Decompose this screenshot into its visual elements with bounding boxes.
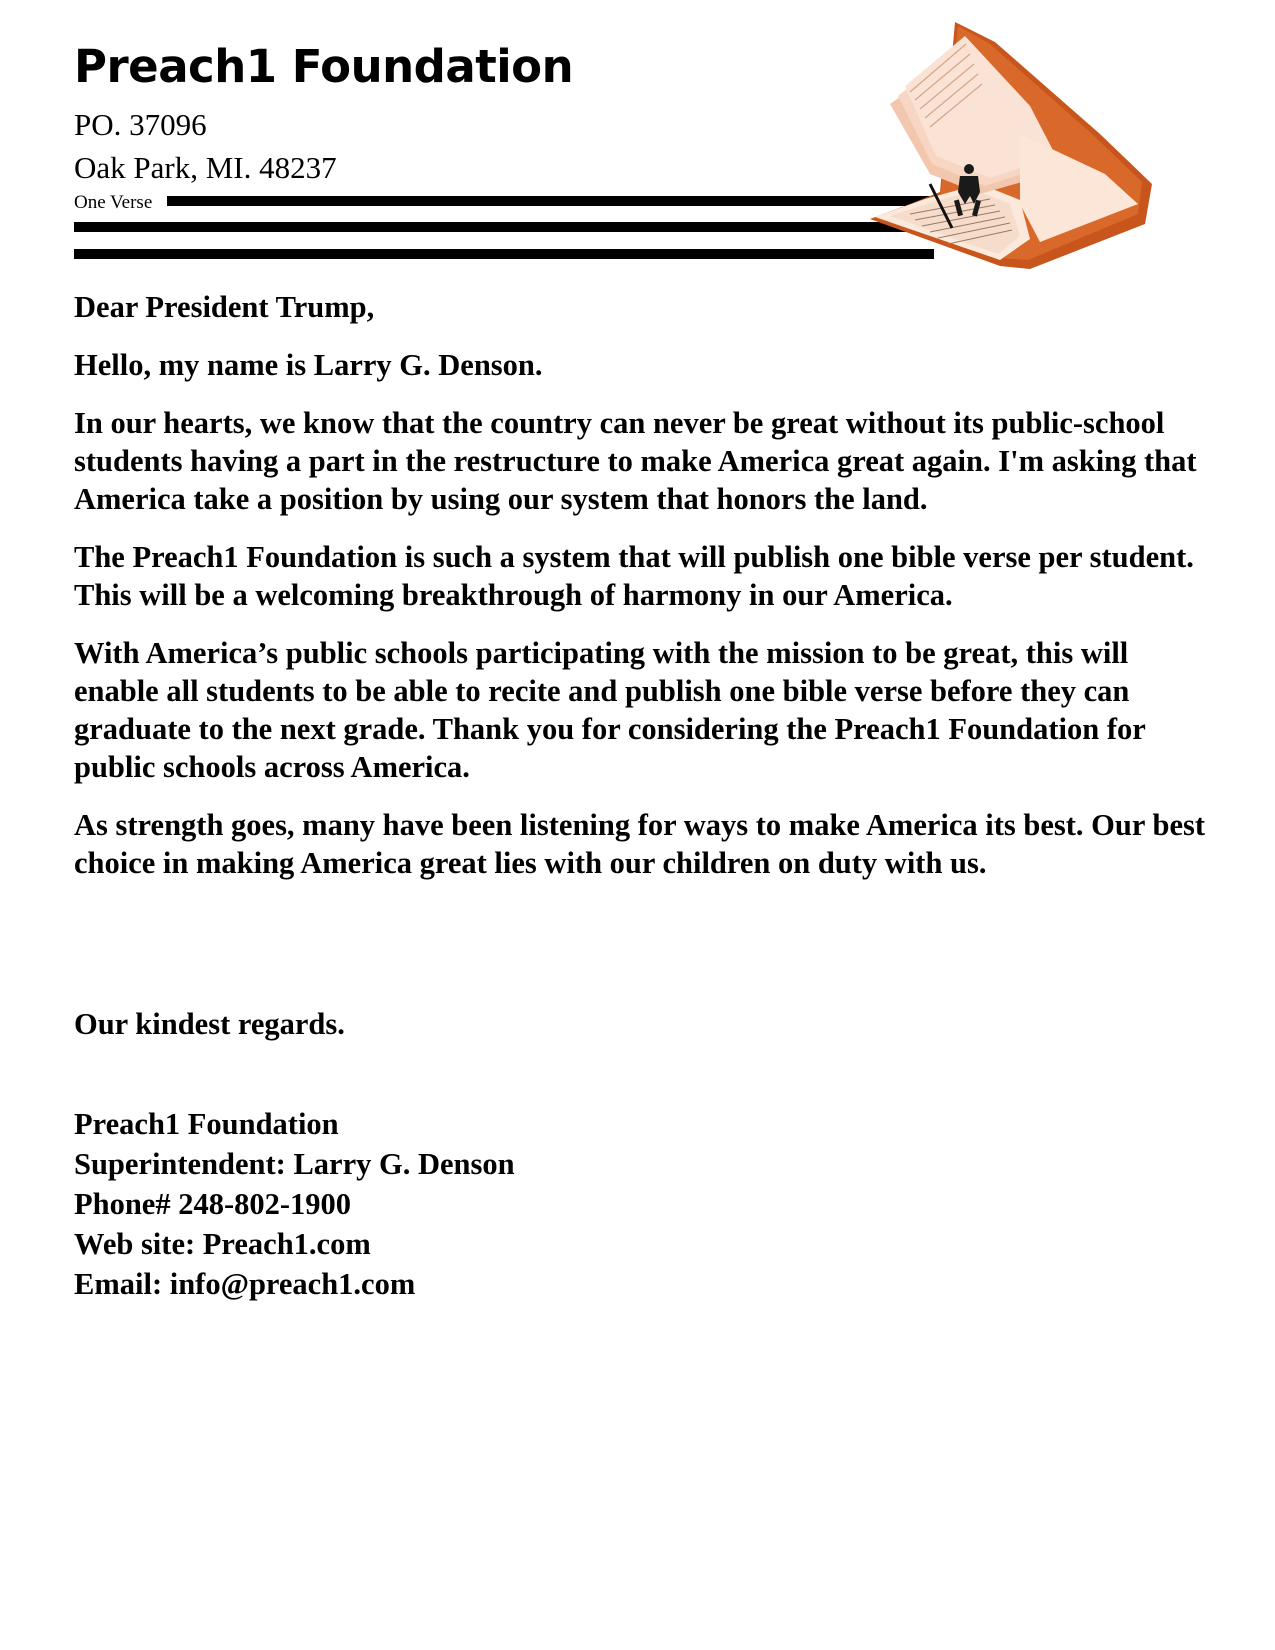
closing: Our kindest regards. [74, 1007, 345, 1041]
paragraph-foundation-system: The Preach1 Foundation is such a system that will publish one bible verse per student. This will be a welcoming breakthrough of harmony in our America. [74, 540, 1194, 612]
paragraph-strength: As strength goes, many have been listening for ways to make America its best. Our best choice in making America great lies with our children on duty with us. [74, 808, 1206, 880]
paragraph-introduction: Hello, my name is Larry G. Denson. [74, 348, 543, 382]
signature-email: Email: info@preach1.com [74, 1267, 416, 1301]
paragraph-mission: With America’s public schools participating with the mission to be great, this will enable all students to be able to recite and publish one bible verse before they can graduate to the next grade. Thank you for considering the Preach1 Foundation for public schools across America. [74, 636, 1146, 784]
signature-block [74, 1104, 515, 1304]
organization-name: Preach1 Foundation [74, 40, 574, 93]
header-stripe [74, 222, 959, 232]
tagline: One Verse [74, 192, 153, 213]
paragraph-public-schools: In our hearts, we know that the country can never be great without its public-school students having a part in the restructure to make America great again. I'm asking that America take a position by using our system that honors the land. [74, 406, 1197, 516]
address-city: Oak Park, MI. 48237 [74, 150, 337, 185]
signature-organization: Preach1 Foundation [74, 1107, 339, 1141]
header-stripe [167, 196, 957, 206]
signature-title: Superintendent: Larry G. Denson [74, 1147, 515, 1181]
letter-body [74, 288, 1214, 902]
address-po-box: PO. 37096 [74, 107, 207, 142]
open-book-with-figure-icon [870, 14, 1215, 276]
header-stripe [74, 249, 934, 259]
signature-phone: Phone# 248-802-1900 [74, 1187, 352, 1221]
salutation: Dear President Trump, [74, 290, 375, 324]
signature-website: Web site: Preach1.com [74, 1227, 371, 1261]
